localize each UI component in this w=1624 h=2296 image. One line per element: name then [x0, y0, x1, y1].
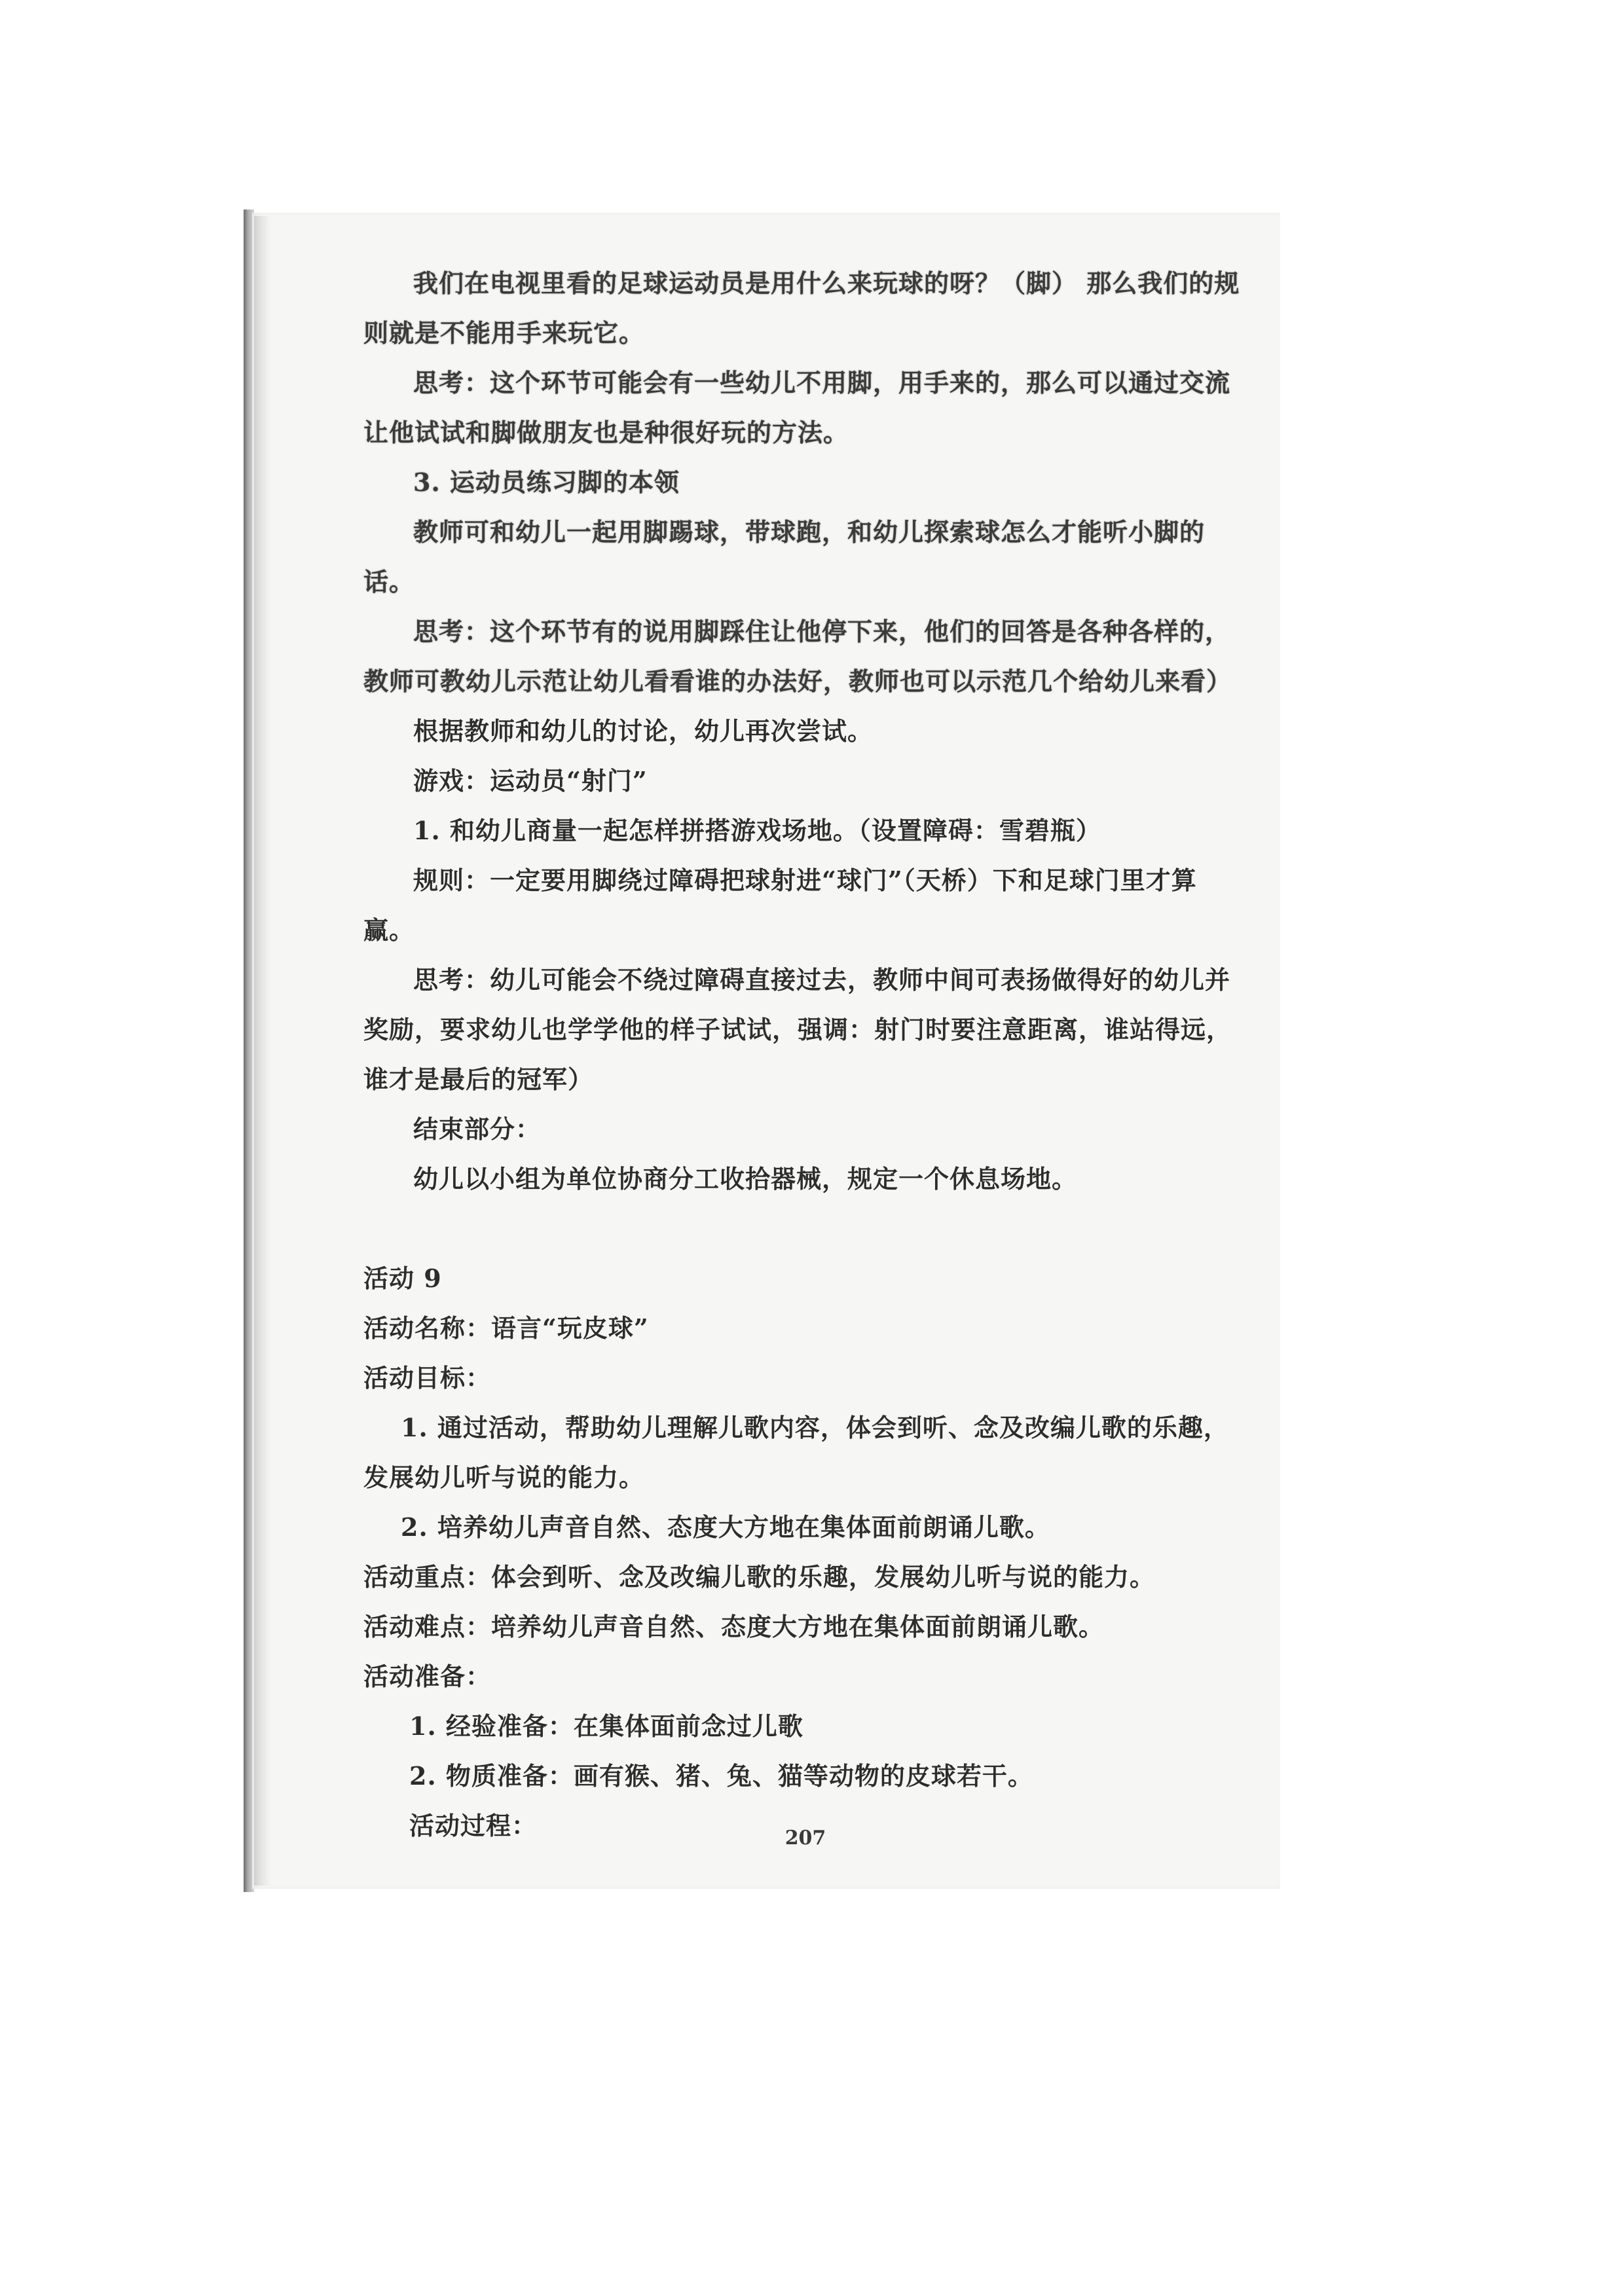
paragraph: 幼儿以小组为单位协商分工收拾器械，规定一个休息场地。 — [413, 1164, 1078, 1194]
binding-shadow — [254, 216, 271, 1886]
process-label: 活动过程： — [409, 1811, 538, 1840]
activity-title: 活动 9 — [363, 1264, 442, 1293]
section-gap — [363, 1204, 1244, 1254]
paragraph: 规则：一定要用脚绕过障碍把球射进“球门”（天桥）下和足球门里才算赢。 — [363, 866, 1197, 945]
prep-item: 2. 物质准备：画有猴、猪、兔、猫等动物的皮球若干。 — [409, 1761, 1033, 1791]
page-number: 207 — [784, 1827, 826, 1850]
goals-label: 活动目标： — [363, 1363, 492, 1393]
key-point: 活动重点：体会到听、念及改编儿歌的乐趣，发展幼儿听与说的能力。 — [363, 1562, 1156, 1592]
subheading: 结束部分： — [413, 1114, 542, 1144]
goal-item: 1. 通过活动，帮助幼儿理解儿歌内容，体会到听、念及改编儿歌的乐趣，发展幼儿听与说的能力。 — [363, 1413, 1229, 1492]
subheading: 3. 运动员练习脚的本领 — [413, 467, 680, 497]
page-text — [363, 259, 1244, 1851]
activity-name: 活动名称：语言“玩皮球” — [363, 1313, 649, 1343]
paragraph: 思考：这个环节有的说用脚踩住让他停下来，他们的回答是各种各样的，教师可教幼儿示范让幼儿看看谁的办法好，教师也可以示范几个给幼儿来看） — [363, 617, 1232, 696]
prep-item: 1. 经验准备：在集体面前念过儿歌 — [409, 1711, 803, 1741]
subheading: 游戏：运动员“射门” — [413, 766, 648, 795]
paragraph: 我们在电视里看的足球运动员是用什么来玩球的呀？（脚） 那么我们的规则就是不能用手来玩它。 — [363, 268, 1240, 348]
goal-item: 2. 培养幼儿声音自然、态度大方地在集体面前朗诵儿歌。 — [401, 1512, 1050, 1542]
difficulty: 活动难点：培养幼儿声音自然、态度大方地在集体面前朗诵儿歌。 — [363, 1612, 1105, 1641]
paragraph: 教师可和幼儿一起用脚踢球，带球跑，和幼儿探索球怎么才能听小脚的话。 — [363, 517, 1206, 596]
paragraph: 思考：这个环节可能会有一些幼儿不用脚，用手来的，那么可以通过交流让他试试和脚做朋友也是种很好玩的方法。 — [363, 368, 1231, 447]
paragraph: 根据教师和幼儿的讨论，幼儿再次尝试。 — [413, 716, 874, 746]
paragraph: 思考：幼儿可能会不绕过障碍直接过去，教师中间可表扬做得好的幼儿并奖励，要求幼儿也学学他的样子试试，强调：射门时要注意距离，谁站得远，谁才是最后的冠军） — [363, 965, 1232, 1094]
prep-label: 活动准备： — [363, 1662, 492, 1691]
paragraph: 1. 和幼儿商量一起怎样拼搭游戏场地。（设置障碍：雪碧瓶） — [413, 816, 1101, 845]
